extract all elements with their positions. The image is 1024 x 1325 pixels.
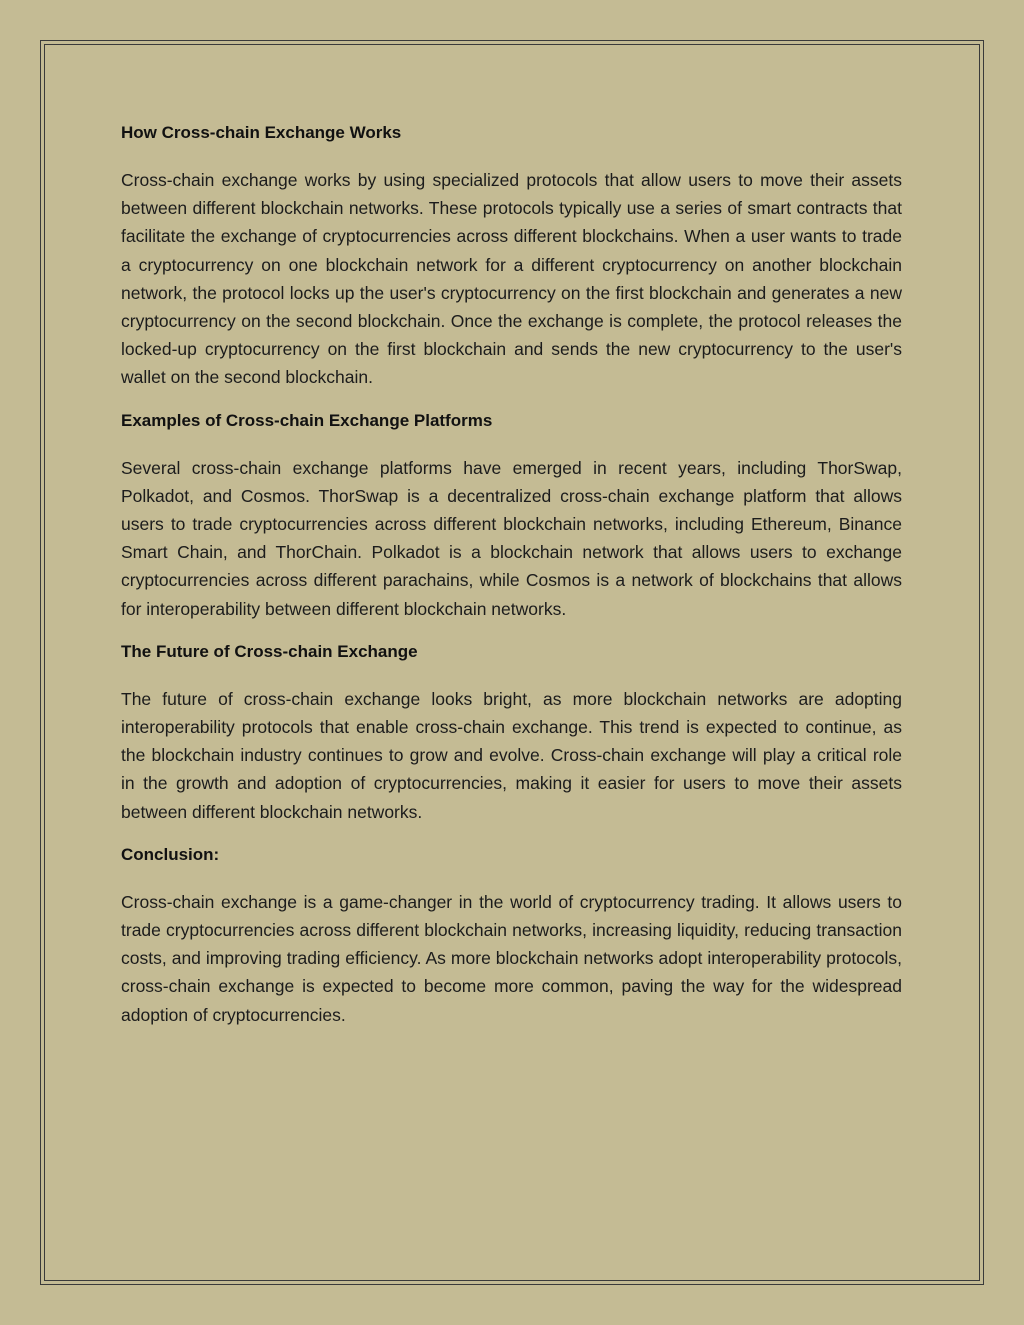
- section-body-conclusion: Cross-chain exchange is a game-changer in the world of cryptocurrency trading. It allows users to trade cryptocurrencies across different blockchain networks, increasing liquidity, reducing transaction costs, and improving trading efficiency. As more blockchain networks adopt interoperability protocols, cross-chain exchange is expected to become more common, paving the way for the widespread adoption of cryptocurrencies.: [121, 891, 902, 1025]
- section-body-future: The future of cross-chain exchange looks bright, as more blockchain networks are adopting interoperability protocols that enable cross-chain exchange. This trend is expected to continue, as the blockchain industry continues to grow and evolve. Cross-chain exchange will play a critical role in the growth and adoption of cryptocurrencies, making it easier for users to move their assets between different blockchain networks.: [121, 688, 902, 822]
- section-heading-conclusion: Conclusion:: [121, 844, 220, 864]
- section-heading-examples: Examples of Cross-chain Exchange Platforms: [121, 410, 493, 430]
- document-content: [121, 120, 902, 1045]
- section-body-examples: Several cross-chain exchange platforms have emerged in recent years, including ThorSwap, Polkadot, and Cosmos. ThorSwap is a decentralized cross-chain exchange platform that allows users to trade cryptocurrencies across different blockchain networks, including Ethereum, Binance Smart Chain, and ThorChain. Polkadot is a blockchain network that allows users to exchange cryptocurrencies across different parachains, while Cosmos is a network of blockchains that allows for interoperability between different blockchain networks.: [121, 457, 902, 619]
- section-heading-how-it-works: How Cross-chain Exchange Works: [121, 123, 402, 142]
- section-heading-future: The Future of Cross-chain Exchange: [121, 641, 418, 661]
- section-body-how-it-works: Cross-chain exchange works by using specialized protocols that allow users to move their assets between different blockchain networks. These protocols typically use a series of smart contracts that facilitate the exchange of cryptocurrencies across different blockchains. When a user wants to trade a cryptocurrency on one blockchain network for a different cryptocurrency on another blockchain network, the protocol locks up the user's cryptocurrency on the first blockchain and generates a new cryptocurrency on the second blockchain. Once the exchange is complete, the protocol releases the locked-up cryptocurrency on the first blockchain and sends the new cryptocurrency to the user's wallet on the second blockchain.: [121, 170, 902, 388]
